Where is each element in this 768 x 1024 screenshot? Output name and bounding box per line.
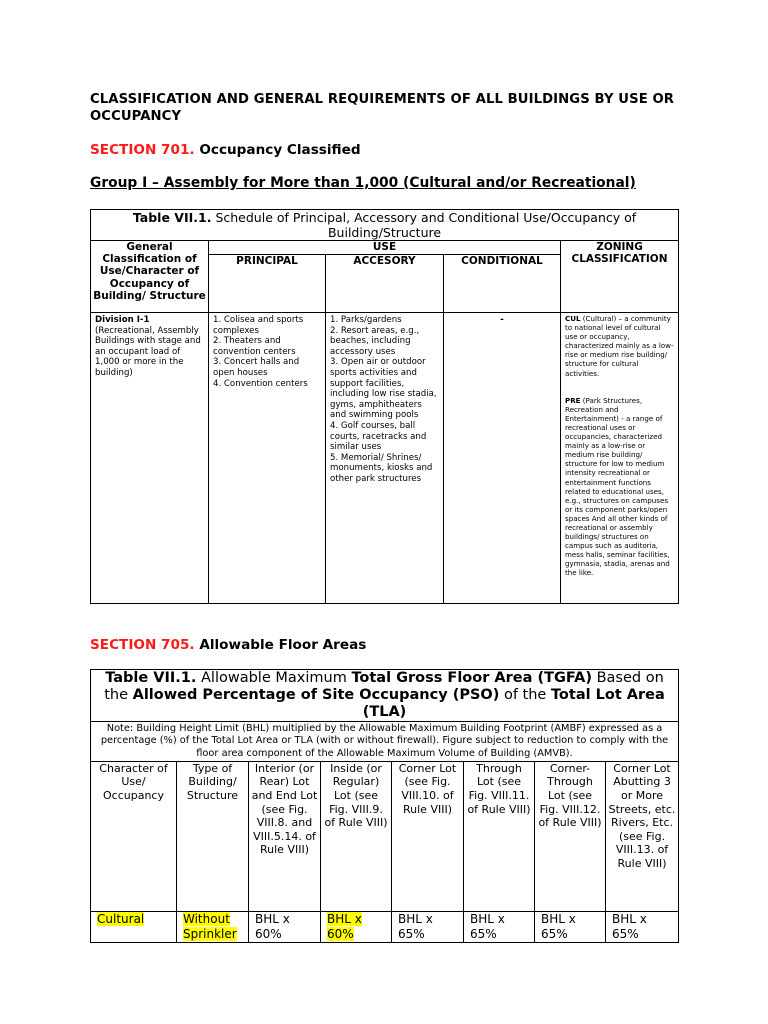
division-text: (Recreational, Assembly Buildings with stage and an occupant load of 1,000 or more in the building) [95, 325, 201, 378]
accessory-item: 5. Memorial/ Shrines/ monuments, kiosks and other park structures [330, 452, 433, 484]
cell-through: BHL x 65% [464, 911, 535, 943]
principal-item: 3. Concert halls and open houses [213, 357, 300, 378]
table1-caption-label: Table VII.1. [132, 210, 212, 225]
col-interior-lot: Interior (or Rear) Lot and End Lot (see Fig. VIII.8. and VIII.5.14. of Rule VIII) [249, 761, 321, 911]
table2-note: Note: Building Height Limit (BHL) multiplied by the Allowable Maximum Building Footprint (AMBF) expressed as a percentage (%) of the Total Lot Area or TLA (with or without firewall). Figure subject to reduction to comply with the floor area component of the Allowable Maximum Volume of Building (AMVB). [91, 722, 679, 762]
principal-item: 2. Theaters and convention centers [213, 336, 296, 357]
table1-caption [91, 210, 679, 241]
zoning-cul [565, 314, 674, 378]
col-principal: PRINCIPAL [209, 255, 326, 313]
table2-caption-tgfa: Total Gross Floor Area (TGFA) [351, 670, 592, 686]
cell-type [177, 911, 249, 943]
table2-caption-part: Based on the [104, 670, 664, 703]
principal-item: 1. Colisea and sports complexes [213, 315, 304, 336]
cell-interior: BHL x 60% [249, 911, 321, 943]
accessory-item: 1. Parks/gardens [330, 315, 402, 325]
highlight-use: Cultural [97, 911, 145, 926]
accessory-cell [326, 313, 444, 604]
col-zoning: ZONING CLASSIFICATION [561, 241, 679, 313]
zoning-pre [565, 396, 674, 578]
table2-caption-pso: Allowed Percentage of Site Occupancy (PSO) [132, 687, 500, 703]
table2-caption-tla: Total Lot Area (TLA) [362, 687, 665, 720]
zoning-cul-code: CUL [565, 314, 581, 323]
zoning-pre-code: PRE [565, 395, 581, 405]
cell-use [91, 911, 177, 943]
col-conditional: CONDITIONAL [444, 255, 561, 313]
col-inside-lot: Inside (or Regular) Lot (see Fig. VIII.9. of Rule VIII) [321, 761, 392, 911]
col-building-type: Type of Building/ Structure [177, 761, 249, 911]
col-through-lot: Through Lot (see Fig. VIII.11. of Rule VIII) [464, 761, 535, 911]
table-row [91, 911, 679, 943]
use-schedule-table [90, 209, 679, 604]
col-corner-through-lot: Corner-Through Lot (see Fig. VIII.12. of Rule VIII) [535, 761, 606, 911]
zoning-pre-text: (Park Structures, Recreation and Entertainment) - a range of recreational uses or occupancies, characterized mainly as a low-rise or medium rise building/ structure for low to medium intensity recreational or entertainment functions related to educational uses, e.g., structures on campuses or its component parks/open spaces And all other kinds of recreational or assembly buildings/ structures on campus such as auditoria, mess halls, seminar facilities, gymnasia, stadia, arenas and the like. [565, 395, 670, 578]
section-701-heading [90, 142, 361, 158]
col-use: USE [209, 241, 561, 255]
zoning-cell [561, 313, 679, 604]
section-701-title: Occupancy Classified [199, 142, 361, 158]
col-corner-lot: Corner Lot (see Fig. VIII.10. of Rule VIII) [392, 761, 464, 911]
table2-caption-part: of the [499, 687, 551, 703]
accessory-item: 3. Open air or outdoor sports activities and support facilities, including low rise stadia, gyms, amphitheaters and swimming pools [330, 357, 437, 421]
zoning-cul-text: (Cultural) – a community to national level of cultural use or occupancy, characterized mainly as a low-rise or medium rise building/ structure for cultural activities. [565, 314, 674, 378]
table2-caption-label: Table VII.1. [105, 670, 197, 686]
division-cell [91, 313, 209, 604]
cell-corner: BHL x 65% [392, 911, 464, 943]
table2-caption-part: Allowable Maximum [196, 670, 352, 686]
col-accessory: ACCESORY [326, 255, 444, 313]
cell-inside [321, 911, 392, 943]
division-title: Division I-1 [95, 315, 150, 325]
group-heading: Group I – Assembly for More than 1,000 (Cultural and/or Recreational) [90, 175, 636, 191]
highlight-inside: BHL x 60% [327, 911, 362, 942]
accessory-item: 2. Resort areas, e.g., beaches, including accessory uses [330, 325, 420, 357]
section-701-number: SECTION 701. [90, 142, 195, 158]
table1-caption-text: Schedule of Principal, Accessory and Conditional Use/Occupancy of Building/Structure [211, 210, 637, 240]
cell-corner-through: BHL x 65% [535, 911, 606, 943]
table2-caption [91, 670, 679, 722]
col-character-of-use: Character of Use/ Occupancy [91, 761, 177, 911]
principal-cell [209, 313, 326, 604]
conditional-cell: - [444, 313, 561, 604]
section-705-title: Allowable Floor Areas [199, 637, 367, 653]
section-705-heading [90, 637, 366, 653]
principal-item: 4. Convention centers [213, 378, 308, 389]
document-title: CLASSIFICATION AND GENERAL REQUIREMENTS OF ALL BUILDINGS BY USE OR OCCUPANCY [90, 92, 675, 124]
col-corner-abutting-lot: Corner Lot Abutting 3 or More Streets, etc. Rivers, Etc. (see Fig. VIII.13. of Rule VIII) [606, 761, 679, 911]
section-705-number: SECTION 705. [90, 637, 195, 653]
col-general-classification: General Classification of Use/Character of Occupancy of Building/ Structure [91, 241, 209, 313]
highlight-type: Without Sprinkler [183, 911, 237, 942]
accessory-item: 4. Golf courses, ball courts, racetracks and similar uses [330, 420, 427, 453]
cell-corner-abutting: BHL x 65% [606, 911, 679, 943]
floor-area-table [90, 669, 679, 943]
